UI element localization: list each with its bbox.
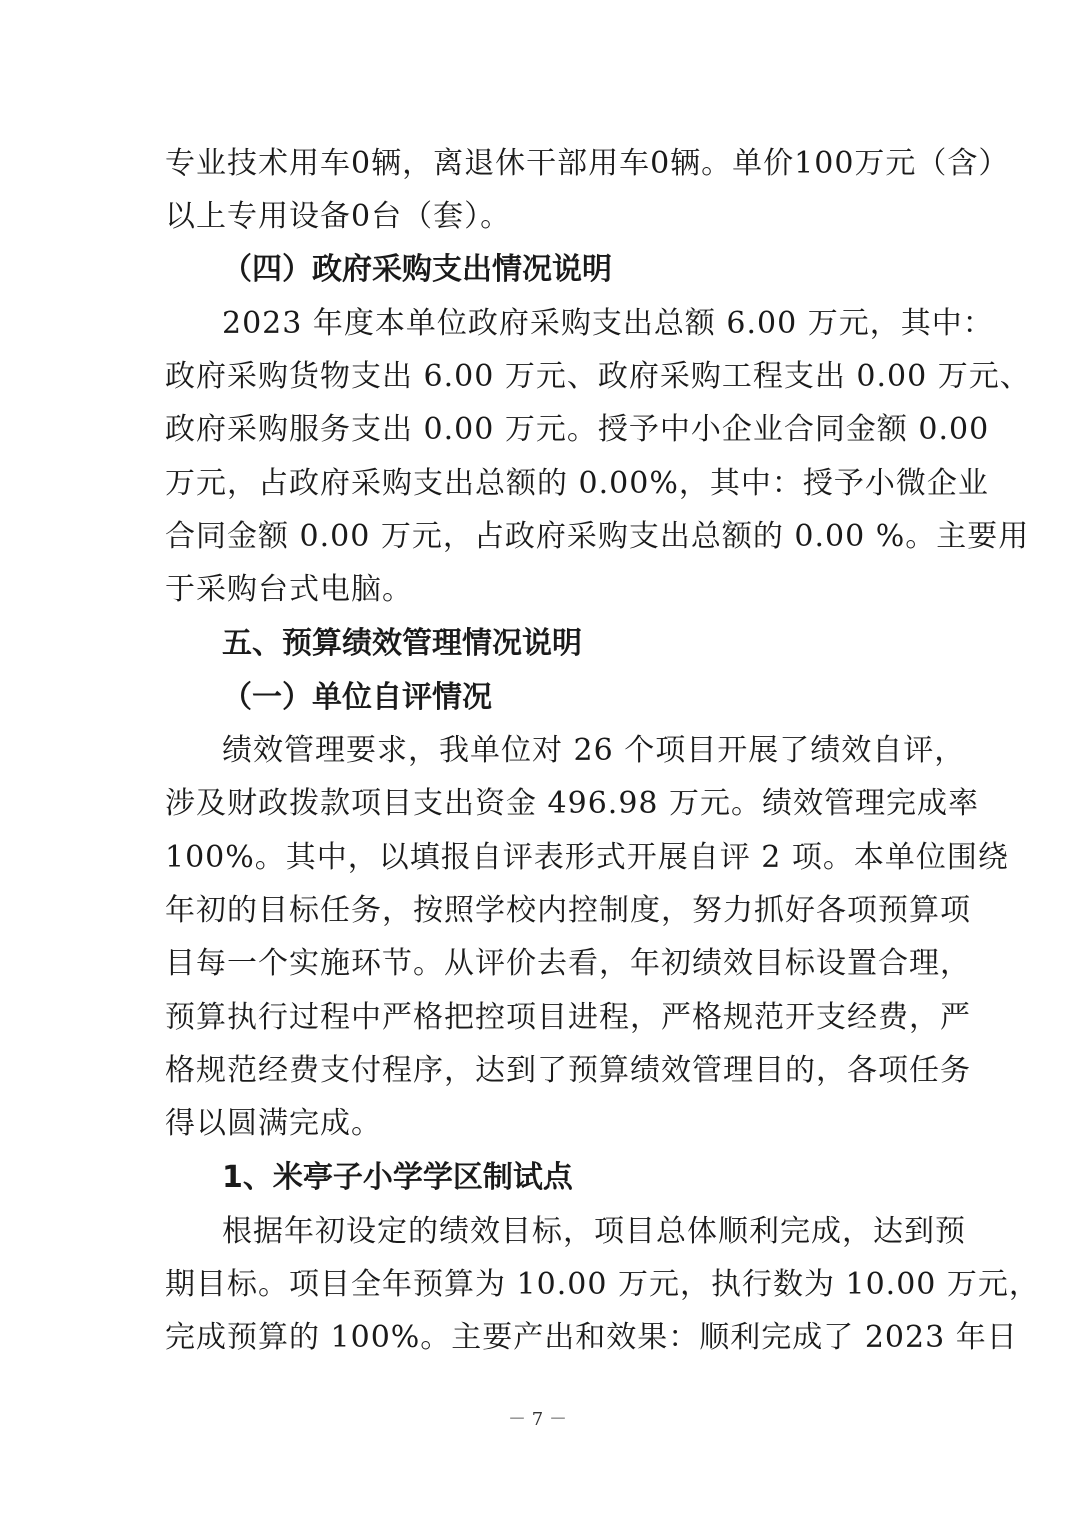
- body-text-line: 专业技术用车0辆，离退休干部用车0辆。单价100万元（含）: [165, 146, 1010, 181]
- page-number: － 7 －: [508, 1409, 567, 1430]
- body-text-line: 期目标。项目全年预算为 10.00 万元，执行数为 10.00 万元，: [165, 1267, 1040, 1302]
- body-text-line: 政府采购服务支出 0.00 万元。授予中小企业合同金额 0.00: [165, 412, 990, 447]
- body-text-line: 于采购台式电脑。: [165, 572, 413, 607]
- body-text-line: 完成预算的 100%。主要产出和效果：顺利完成了 2023 年日: [165, 1320, 1018, 1355]
- body-text-line: 预算执行过程中严格把控项目进程，严格规范开支经费，严: [165, 1000, 971, 1035]
- section-heading: （一）单位自评情况: [222, 680, 492, 715]
- body-text-line: 根据年初设定的绩效目标，项目总体顺利完成，达到预: [222, 1214, 966, 1249]
- body-text-line: 以上专用设备0台（套）。: [165, 199, 512, 234]
- body-text-line: 涉及财政拨款项目支出资金 496.98 万元。绩效管理完成率: [165, 786, 980, 821]
- body-text-line: 年初的目标任务，按照学校内控制度，努力抓好各项预算项: [165, 893, 971, 928]
- body-text-line: 目每一个实施环节。从评价去看，年初绩效目标设置合理，: [165, 946, 971, 981]
- body-text-line: 100%。其中，以填报自评表形式开展自评 2 项。本单位围绕: [165, 840, 1009, 875]
- body-text-line: 2023 年度本单位政府采购支出总额 6.00 万元，其中：: [222, 306, 994, 341]
- body-text-line: 政府采购货物支出 6.00 万元、政府采购工程支出 0.00 万元、: [165, 359, 1031, 394]
- subsection-heading: 1、米亭子小学学区制试点: [222, 1160, 573, 1195]
- body-text-line: 得以圆满完成。: [165, 1106, 382, 1141]
- body-text-line: 绩效管理要求，我单位对 26 个项目开展了绩效自评，: [222, 733, 966, 768]
- body-text-line: 万元，占政府采购支出总额的 0.00%，其中：授予小微企业: [165, 466, 989, 501]
- body-text-line: 格规范经费支付程序，达到了预算绩效管理目的，各项任务: [165, 1053, 971, 1088]
- chapter-heading: 五、预算绩效管理情况说明: [222, 626, 582, 661]
- body-text-line: 合同金额 0.00 万元，占政府采购支出总额的 0.00 %。主要用: [165, 519, 1030, 554]
- section-heading: （四）政府采购支出情况说明: [222, 252, 612, 287]
